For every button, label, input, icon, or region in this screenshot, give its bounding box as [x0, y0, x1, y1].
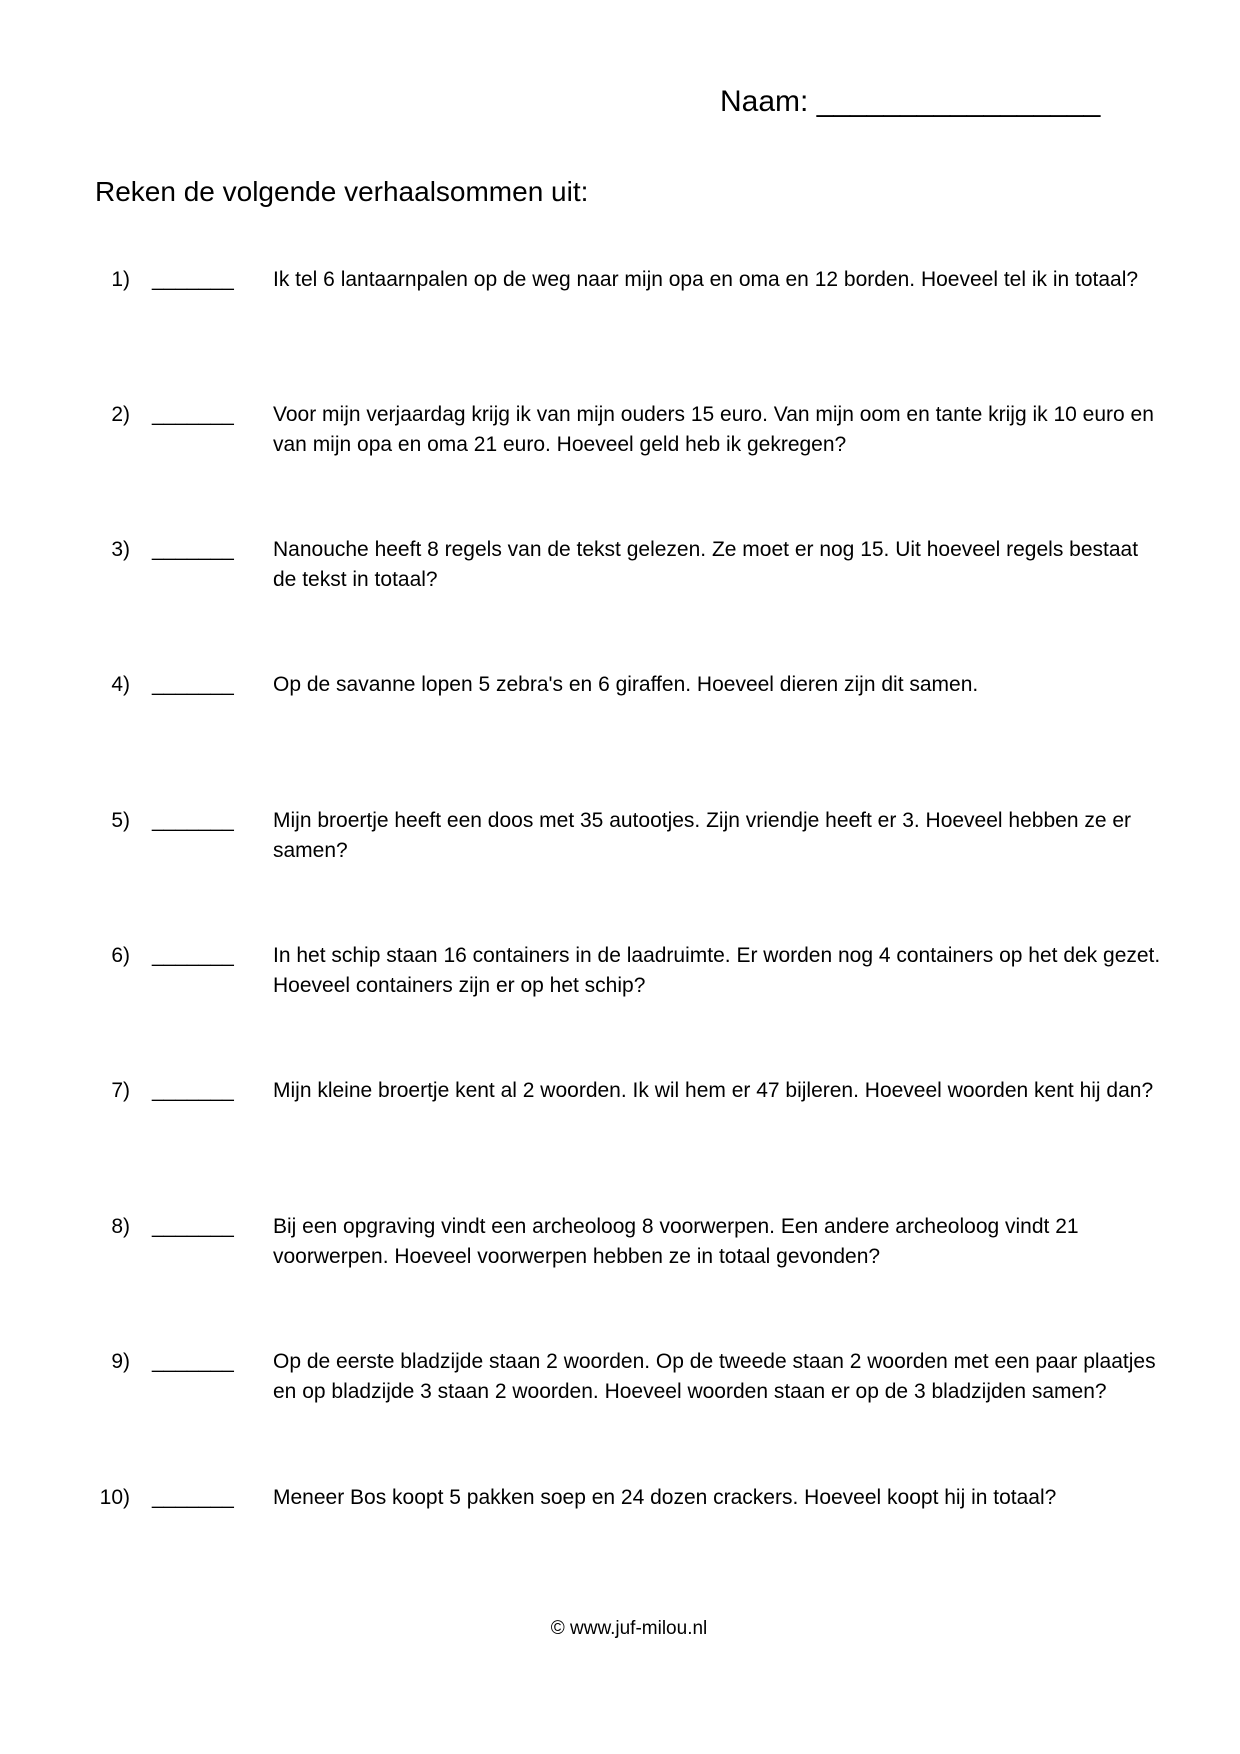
problem-item [0, 535, 1240, 645]
problem-number: 4) [111, 673, 130, 696]
answer-blank: _______ [152, 1350, 234, 1373]
problem-item [0, 1347, 1240, 1457]
problem-text: Mijn kleine broertje kent al 2 woorden. Ik wil hem er 47 bijleren. Hoeveel woorden kent hij dan? [273, 1079, 1154, 1102]
problem-number: 10) [99, 1486, 130, 1509]
problem-number: 2) [111, 403, 130, 426]
problem-item [0, 400, 1240, 510]
problem-number: 6) [111, 944, 130, 967]
copyright-footer: © www.juf-milou.nl [550, 1618, 708, 1639]
problem-number: 9) [111, 1350, 130, 1373]
problem-text: Nanouche heeft 8 regels van de tekst gelezen. Ze moet er nog 15. Uit hoeveel regels bestaat de tekst in totaal? [273, 538, 1139, 591]
problem-number: 8) [111, 1215, 130, 1238]
problem-text: Op de savanne lopen 5 zebra's en 6 giraffen. Hoeveel dieren zijn dit samen. [273, 673, 979, 696]
problem-text: Ik tel 6 lantaarnpalen op de weg naar mijn opa en oma en 12 borden. Hoeveel tel ik in totaal? [273, 268, 1139, 291]
problem-item [0, 265, 1240, 375]
problem-item [0, 1483, 1240, 1593]
problem-item [0, 1212, 1240, 1322]
problem-text: Meneer Bos koopt 5 pakken soep en 24 dozen crackers. Hoeveel koopt hij in totaal? [273, 1486, 1057, 1509]
problem-text: Mijn broertje heeft een doos met 35 autootjes. Zijn vriendje heeft er 3. Hoeveel hebben ze er samen? [273, 809, 1132, 862]
answer-blank: _______ [152, 403, 234, 426]
problem-number: 5) [111, 809, 130, 832]
answer-blank: _______ [152, 268, 234, 291]
name-field-label: Naam: _________________ [720, 85, 1101, 118]
problem-number: 3) [111, 538, 130, 561]
problem-text: Voor mijn verjaardag krijg ik van mijn ouders 15 euro. Van mijn oom en tante krijg ik 10 euro en van mijn opa en oma 21 euro. Hoeveel geld heb ik gekregen? [273, 403, 1154, 456]
problem-text: Bij een opgraving vindt een archeoloog 8 voorwerpen. Een andere archeoloog vindt 21 voorwerpen. Hoeveel voorwerpen hebben ze in totaal gevonden? [273, 1215, 1079, 1268]
problem-item [0, 941, 1240, 1051]
problem-text: Op de eerste bladzijde staan 2 woorden. Op de tweede staan 2 woorden met een paar plaatjes en op bladzijde 3 staan 2 woorden. Hoeveel woorden staan er op de 3 bladzijden samen? [273, 1350, 1156, 1403]
page-title: Reken de volgende verhaalsommen uit: [95, 176, 589, 207]
answer-blank: _______ [152, 1079, 234, 1102]
answer-blank: _______ [152, 1215, 234, 1238]
problem-number: 7) [111, 1079, 130, 1102]
answer-blank: _______ [152, 538, 234, 561]
problem-item [0, 806, 1240, 916]
problem-item [0, 670, 1240, 780]
answer-blank: _______ [152, 944, 234, 967]
answer-blank: _______ [152, 673, 234, 696]
problem-number: 1) [111, 268, 130, 291]
problem-item [0, 1076, 1240, 1186]
answer-blank: _______ [152, 1486, 234, 1509]
problem-text: In het schip staan 16 containers in de laadruimte. Er worden nog 4 containers op het dek gezet. Hoeveel containers zijn er op het schip? [273, 944, 1161, 997]
answer-blank: _______ [152, 809, 234, 832]
